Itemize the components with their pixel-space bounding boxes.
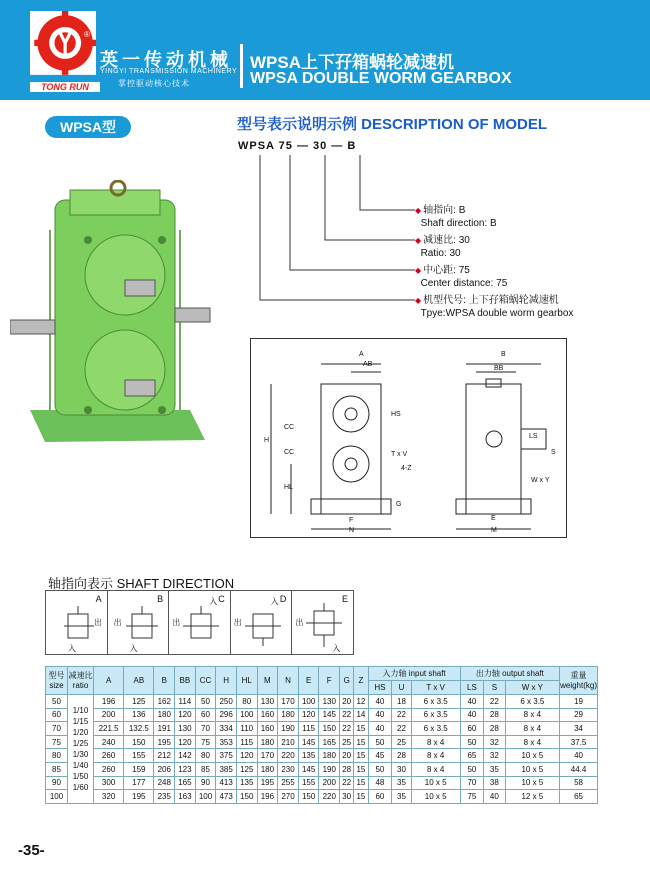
table-cell: 165: [175, 776, 196, 790]
dim-hs: HS: [391, 411, 401, 418]
table-cell: 130: [319, 695, 340, 709]
table-cell: 70: [460, 776, 483, 790]
shaft-direction-b: B 出 入: [108, 591, 170, 654]
table-cell: 8 x 4: [505, 708, 559, 722]
ratio-value: 1/10: [72, 705, 89, 715]
table-cell: 125: [124, 695, 154, 709]
table-cell: 196: [257, 790, 278, 804]
table-cell: 155: [124, 749, 154, 763]
table-cell: 210: [278, 735, 299, 749]
table-cell: 195: [154, 735, 175, 749]
table-cell: 473: [216, 790, 237, 804]
table-cell: 145: [298, 735, 319, 749]
col-weight: 重量 weight(kg): [560, 667, 598, 695]
table-cell: 195: [257, 776, 278, 790]
table-cell: 12 x 5: [505, 790, 559, 804]
dim-s: S: [551, 449, 556, 456]
ratio-value: 1/15: [72, 716, 89, 726]
table-cell: 170: [257, 749, 278, 763]
table-cell: 120: [236, 749, 257, 763]
table-cell: 220: [319, 790, 340, 804]
dim-h: H: [264, 437, 270, 444]
table-cell: 6 x 3.5: [411, 708, 460, 722]
col-f: F: [319, 667, 340, 695]
table-cell: 6 x 3.5: [411, 695, 460, 709]
table-cell: 75: [460, 790, 483, 804]
table-row: [46, 790, 598, 804]
table-cell: 85: [46, 762, 68, 776]
table-cell: 35: [392, 776, 411, 790]
dim-wxy: W x Y: [531, 477, 550, 484]
table-cell: 6 x 3.5: [411, 722, 460, 736]
table-cell: 8 x 4: [411, 735, 460, 749]
legend-ratio: ◆ 减速比: 30 Ratio: 30: [415, 235, 470, 259]
col-ls: LS: [460, 681, 483, 695]
table-cell: 255: [278, 776, 299, 790]
col-size: 型号 size: [46, 667, 68, 695]
dim-b: B: [501, 351, 506, 358]
table-cell: 220: [278, 749, 299, 763]
table-cell: 80: [236, 695, 257, 709]
dim-n: N: [349, 527, 355, 534]
table-cell: 22: [340, 708, 354, 722]
table-cell: 50: [46, 695, 68, 709]
table-cell: 170: [278, 695, 299, 709]
legend-shaft-direction: ◆ 轴指向: B Shaft direction: B: [415, 205, 497, 229]
dim-bb: BB: [494, 365, 504, 372]
table-cell: 60: [195, 708, 216, 722]
table-cell: 130: [175, 722, 196, 736]
table-cell: 100: [46, 790, 68, 804]
ratio-value: 1/30: [72, 749, 89, 759]
shaft-direction-a: A 出 入: [46, 591, 108, 654]
table-cell: 212: [154, 749, 175, 763]
col-b: B: [154, 667, 175, 695]
dim-e: E: [491, 515, 496, 522]
table-cell: 385: [216, 762, 237, 776]
dim-ls: LS: [529, 433, 538, 440]
col-u: U: [392, 681, 411, 695]
table-cell: 353: [216, 735, 237, 749]
table-row: [46, 749, 598, 763]
table-cell: 15: [354, 722, 368, 736]
table-cell: 270: [278, 790, 299, 804]
table-cell: 45: [368, 749, 392, 763]
table-cell: 58: [560, 776, 598, 790]
technical-drawing: [250, 338, 567, 538]
table-cell: 334: [216, 722, 237, 736]
page-title-en: WPSA DOUBLE WORM GEARBOX: [250, 70, 512, 87]
table-cell: 150: [319, 722, 340, 736]
table-cell: 248: [154, 776, 175, 790]
table-cell: 180: [257, 735, 278, 749]
table-cell: 135: [236, 776, 257, 790]
dim-txv: T x V: [391, 451, 408, 458]
table-cell: 50: [368, 762, 392, 776]
table-cell: 130: [257, 695, 278, 709]
gearbox-schematic-icon: [64, 606, 96, 646]
table-cell: 160: [257, 722, 278, 736]
table-row: [46, 735, 598, 749]
dim-hl: HL: [284, 484, 293, 491]
dimension-table-body: [46, 695, 598, 804]
shaft-direction-e: E 出 入: [295, 594, 348, 653]
table-cell: 65: [560, 790, 598, 804]
table-cell: 240: [94, 735, 124, 749]
model-code-example: WPSA 75 — 30 — B: [238, 140, 357, 152]
dimension-drawing: [251, 339, 568, 539]
table-cell: 150: [236, 790, 257, 804]
table-cell: 30: [340, 790, 354, 804]
table-cell: 320: [94, 790, 124, 804]
table-cell: 40: [368, 722, 392, 736]
table-cell: 22: [340, 776, 354, 790]
table-cell: 145: [319, 708, 340, 722]
table-cell: 8 x 4: [505, 722, 559, 736]
table-cell: 20: [340, 695, 354, 709]
logo-text: TONG RUN: [30, 82, 100, 92]
table-cell: 15: [354, 749, 368, 763]
ratio-value: 1/60: [72, 782, 89, 792]
table-cell: 37.5: [560, 735, 598, 749]
table-cell: 60: [368, 790, 392, 804]
table-cell: 40: [560, 749, 598, 763]
table-cell: 177: [124, 776, 154, 790]
table-cell: 221.5: [94, 722, 124, 736]
table-cell: 50: [460, 735, 483, 749]
table-cell: 75: [195, 735, 216, 749]
table-cell: 100: [298, 695, 319, 709]
table-cell: 180: [319, 749, 340, 763]
table-cell: 29: [560, 708, 598, 722]
table-cell: 40: [460, 695, 483, 709]
table-cell: 142: [175, 749, 196, 763]
table-cell: 10 x 5: [505, 762, 559, 776]
dim-f: F: [349, 517, 354, 524]
table-cell: 110: [236, 722, 257, 736]
table-cell: 50: [195, 695, 216, 709]
col-e: E: [298, 667, 319, 695]
col-bb: BB: [175, 667, 196, 695]
table-cell: 22: [392, 708, 411, 722]
table-cell: 80: [46, 749, 68, 763]
table-cell: 206: [154, 762, 175, 776]
dimension-table: [45, 666, 598, 804]
table-cell: 260: [94, 749, 124, 763]
table-cell: 15: [354, 776, 368, 790]
table-cell: 70: [195, 722, 216, 736]
table-cell: 190: [319, 762, 340, 776]
table-cell: 180: [257, 762, 278, 776]
registered-mark: ®: [84, 30, 90, 39]
table-cell: 40: [460, 708, 483, 722]
table-cell: 180: [278, 708, 299, 722]
table-cell: 100: [195, 790, 216, 804]
shaft-direction-c: C 出 入: [169, 591, 231, 654]
table-cell: 14: [354, 708, 368, 722]
col-hl: HL: [236, 667, 257, 695]
table-row: [46, 776, 598, 790]
header-divider: [240, 44, 243, 88]
table-cell: 120: [175, 735, 196, 749]
dim-a: A: [359, 351, 364, 358]
table-cell: 200: [94, 708, 124, 722]
table-cell: 8 x 4: [505, 735, 559, 749]
shaft-direction-d: D 出 入: [231, 591, 293, 654]
table-cell: 32: [484, 735, 505, 749]
col-input-shaft: 入力轴 input shaft: [368, 667, 460, 681]
table-cell: 8 x 4: [411, 762, 460, 776]
col-m: M: [257, 667, 278, 695]
header-banner: [0, 0, 650, 100]
table-cell: 300: [94, 776, 124, 790]
gearbox-schematic-icon: [245, 606, 281, 646]
table-cell: 90: [46, 776, 68, 790]
col-hs: HS: [368, 681, 392, 695]
col-g: G: [340, 667, 354, 695]
table-cell: 80: [195, 749, 216, 763]
table-cell: 296: [216, 708, 237, 722]
table-cell: 15: [354, 762, 368, 776]
dim-cc2: CC: [284, 449, 295, 456]
col-z: Z: [354, 667, 368, 695]
table-cell: 200: [319, 776, 340, 790]
table-cell: 30: [392, 762, 411, 776]
table-cell: 413: [216, 776, 237, 790]
col-s: S: [484, 681, 505, 695]
dim-ab: AB: [363, 361, 373, 368]
table-cell: 40: [484, 790, 505, 804]
legend-center-distance: ◆ 中心距: 75 Center distance: 75: [415, 265, 508, 289]
page-number: -35-: [18, 842, 45, 859]
table-cell: 28: [340, 762, 354, 776]
table-cell: 15: [354, 735, 368, 749]
table-cell: 160: [257, 708, 278, 722]
gearbox-product-image: [10, 180, 220, 460]
col-n: N: [278, 667, 299, 695]
table-cell: 40: [368, 708, 392, 722]
table-cell: 162: [154, 695, 175, 709]
dim-cc1: CC: [284, 424, 295, 431]
col-wxy: W x Y: [505, 681, 559, 695]
table-cell: 135: [298, 749, 319, 763]
table-cell: 191: [154, 722, 175, 736]
table-cell: 32: [484, 749, 505, 763]
table-cell: 20: [340, 749, 354, 763]
table-cell: 230: [278, 762, 299, 776]
table-cell: 75: [46, 735, 68, 749]
table-cell: 60: [46, 708, 68, 722]
brand-name-cn: 英一传动机械: [100, 50, 232, 70]
table-cell: 114: [175, 695, 196, 709]
table-cell: 132.5: [124, 722, 154, 736]
table-row: [46, 695, 598, 709]
table-cell: 25: [340, 735, 354, 749]
brand-slogan: 掌控驱动核心技术: [118, 79, 190, 88]
table-cell: 375: [216, 749, 237, 763]
table-cell: 10 x 5: [505, 776, 559, 790]
ratio-value: 1/20: [72, 727, 89, 737]
table-cell: 120: [175, 708, 196, 722]
table-cell: 10 x 5: [411, 776, 460, 790]
table-cell: 6 x 3.5: [505, 695, 559, 709]
table-cell: 155: [298, 776, 319, 790]
col-h: H: [216, 667, 237, 695]
table-cell: 35: [484, 762, 505, 776]
table-cell: 196: [94, 695, 124, 709]
table-cell: 159: [124, 762, 154, 776]
table-cell: 163: [175, 790, 196, 804]
col-ab: AB: [124, 667, 154, 695]
table-row: [46, 762, 598, 776]
gearbox-schematic-icon: [126, 606, 158, 646]
table-cell: 195: [124, 790, 154, 804]
dim-4z: 4-Z: [401, 465, 412, 472]
shaft-direction-title: 轴指向表示 SHAFT DIRECTION: [48, 576, 235, 591]
table-cell: 35: [392, 790, 411, 804]
table-cell: 22: [340, 722, 354, 736]
page-title-cn: WPSA上下孖箱蜗轮减速机: [250, 53, 454, 72]
table-cell: 145: [298, 762, 319, 776]
table-cell: 10 x 5: [411, 790, 460, 804]
gearbox-schematic-icon: [183, 606, 219, 646]
brand-name-en: YINGYI TRANSMISSION MACHINERY: [100, 68, 238, 75]
table-cell: 100: [236, 708, 257, 722]
table-cell: 19: [560, 695, 598, 709]
table-cell: 260: [94, 762, 124, 776]
table-cell: 150: [124, 735, 154, 749]
dim-g: G: [396, 501, 402, 508]
table-cell: 85: [195, 762, 216, 776]
gearbox-schematic-icon: [306, 603, 342, 647]
table-cell: 250: [216, 695, 237, 709]
model-description-connectors: [230, 150, 430, 310]
table-cell: 150: [298, 790, 319, 804]
table-cell: 12: [354, 695, 368, 709]
model-badge: WPSA型: [45, 116, 131, 138]
table-cell: 65: [460, 749, 483, 763]
ratio-value: 1/50: [72, 771, 89, 781]
col-a: A: [94, 667, 124, 695]
table-cell: 22: [484, 695, 505, 709]
table-row: [46, 722, 598, 736]
tongrun-logo: [30, 8, 96, 80]
table-cell: 60: [460, 722, 483, 736]
ratio-value: 1/40: [72, 760, 89, 770]
table-cell: 136: [124, 708, 154, 722]
table-cell: 180: [154, 708, 175, 722]
ratio-value: 1/25: [72, 738, 89, 748]
table-cell: 50: [368, 735, 392, 749]
table-cell: 38: [484, 776, 505, 790]
table-cell: 123: [175, 762, 196, 776]
table-cell: 15: [354, 790, 368, 804]
table-cell: 34: [560, 722, 598, 736]
table-cell: 190: [278, 722, 299, 736]
table-cell: 28: [484, 722, 505, 736]
table-cell: 28: [392, 749, 411, 763]
col-output-shaft: 出力轴 output shaft: [460, 667, 559, 681]
table-cell: 28: [484, 708, 505, 722]
table-cell: 18: [392, 695, 411, 709]
table-cell: 70: [46, 722, 68, 736]
table-cell: 25: [392, 735, 411, 749]
table-row: [46, 708, 598, 722]
table-cell: 115: [298, 722, 319, 736]
col-txv: T x V: [411, 681, 460, 695]
col-cc: CC: [195, 667, 216, 695]
table-cell: 40: [368, 695, 392, 709]
table-cell: 44.4: [560, 762, 598, 776]
table-cell: 8 x 4: [411, 749, 460, 763]
table-cell: 120: [298, 708, 319, 722]
table-cell: 235: [154, 790, 175, 804]
table-cell: 125: [236, 762, 257, 776]
col-ratio: 减速比 ratio: [68, 667, 94, 695]
table-cell: 90: [195, 776, 216, 790]
table-cell: 22: [392, 722, 411, 736]
table-cell: 10 x 5: [505, 749, 559, 763]
table-cell: 48: [368, 776, 392, 790]
table-cell: 165: [319, 735, 340, 749]
description-title: 型号表示说明示例 DESCRIPTION OF MODEL: [237, 116, 548, 133]
dim-m: M: [491, 527, 497, 534]
ratio-list: [68, 695, 94, 804]
table-cell: 115: [236, 735, 257, 749]
table-cell: 50: [460, 762, 483, 776]
legend-type: ◆ 机型代号: 上下孖箱蜗轮减速机 Tpye:WPSA double worm gearbox: [415, 295, 574, 319]
shaft-direction-panel: [45, 590, 354, 655]
